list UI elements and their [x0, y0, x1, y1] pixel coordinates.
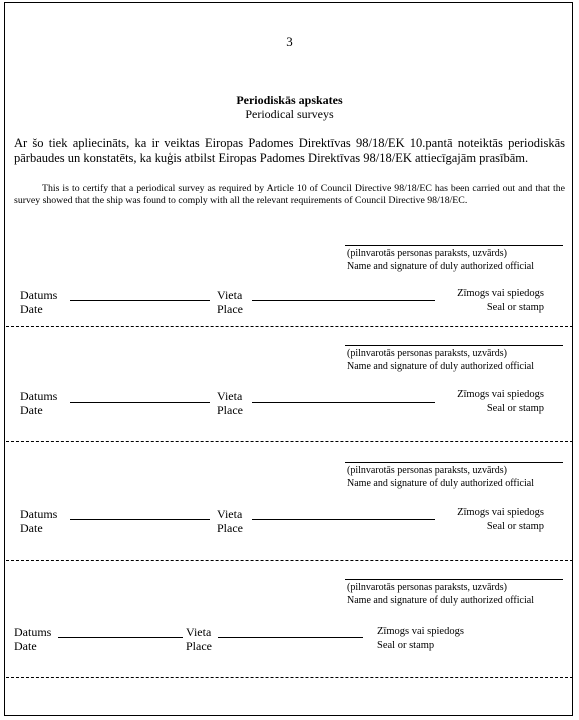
seal-label-english: Seal or stamp — [486, 302, 544, 313]
title-latvian: Periodiskās apskates — [236, 93, 343, 107]
date-label-latvian: Datums — [14, 625, 52, 639]
signature-label-english: Name and signature of duly authorized official — [347, 261, 534, 272]
date-label-latvian: Datums — [20, 507, 58, 521]
seal-label-english: Seal or stamp — [486, 521, 544, 532]
seal-label-latvian: Zīmogs vai spiedogs — [457, 507, 544, 518]
seal-label-english: Seal or stamp — [377, 640, 435, 651]
seal-label-latvian: Zīmogs vai spiedogs — [457, 389, 544, 400]
date-label-english: Date — [20, 302, 43, 316]
section-divider — [6, 326, 573, 327]
date-label-latvian: Datums — [20, 389, 58, 403]
section-divider — [6, 441, 573, 442]
seal-label-latvian: Zīmogs vai spiedogs — [457, 288, 544, 299]
date-label-english: Date — [20, 403, 43, 417]
signature-line[interactable] — [345, 462, 563, 463]
place-field[interactable] — [252, 402, 435, 403]
place-label-latvian: Vieta — [217, 507, 243, 521]
signature-label-english: Name and signature of duly authorized official — [347, 478, 534, 489]
signature-label-english: Name and signature of duly authorized official — [347, 361, 534, 372]
place-label-latvian: Vieta — [217, 288, 243, 302]
section-divider — [6, 677, 573, 678]
place-field[interactable] — [252, 300, 435, 301]
signature-label-latvian: (pilnvarotās personas paraksts, uzvārds) — [347, 465, 507, 476]
place-label-english: Place — [186, 639, 212, 653]
date-label-english: Date — [14, 639, 37, 653]
seal-label-english: Seal or stamp — [486, 403, 544, 414]
date-label-english: Date — [20, 521, 43, 535]
signature-label-english: Name and signature of duly authorized official — [347, 595, 534, 606]
signature-label-latvian: (pilnvarotās personas paraksts, uzvārds) — [347, 582, 507, 593]
date-field[interactable] — [70, 402, 210, 403]
date-label-latvian: Datums — [20, 288, 58, 302]
place-field[interactable] — [218, 637, 363, 638]
place-label-english: Place — [217, 403, 243, 417]
signature-line[interactable] — [345, 345, 563, 346]
title-english: Periodical surveys — [245, 107, 334, 121]
certification-text-english: This is to certify that a periodical survey as required by Article 10 of Council Directive 98/18/EC has been carried out and that the survey showed that the ship was found to comply with all the relevant requirements of Council Directive 98/18/EC. — [14, 183, 565, 206]
signature-line[interactable] — [345, 245, 563, 246]
date-field[interactable] — [70, 300, 210, 301]
signature-label-latvian: (pilnvarotās personas paraksts, uzvārds) — [347, 248, 507, 259]
signature-line[interactable] — [345, 579, 563, 580]
place-label-english: Place — [217, 302, 243, 316]
section-divider — [6, 560, 573, 561]
date-field[interactable] — [70, 519, 210, 520]
place-field[interactable] — [252, 519, 435, 520]
signature-label-latvian: (pilnvarotās personas paraksts, uzvārds) — [347, 348, 507, 359]
date-field[interactable] — [58, 637, 183, 638]
seal-label-latvian: Zīmogs vai spiedogs — [377, 626, 464, 637]
page-number: 3 — [286, 34, 293, 49]
place-label-latvian: Vieta — [186, 625, 212, 639]
place-label-latvian: Vieta — [217, 389, 243, 403]
place-label-english: Place — [217, 521, 243, 535]
certification-text-latvian: Ar šo tiek apliecināts, ka ir veiktas Eiropas Padomes Direktīvas 98/18/EK 10.pantā noteiktās periodiskās pārbaudes un konstatēts, ka kuģis atbilst Eiropas Padomes Direktīvas 98/18/EK attiecīgajām prasībām. — [14, 136, 565, 165]
